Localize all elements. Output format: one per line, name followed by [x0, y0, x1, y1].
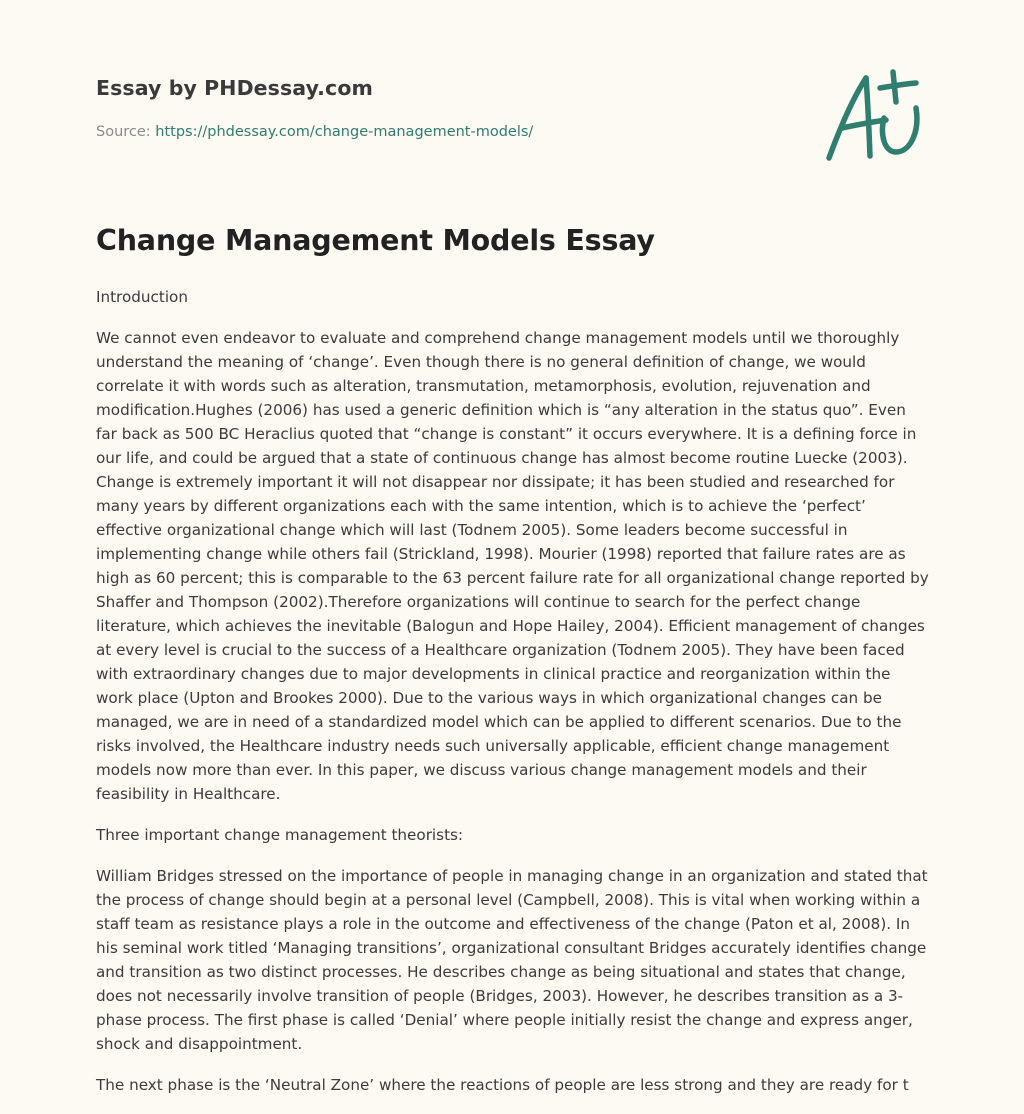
source-line [96, 124, 533, 140]
paragraph: William Bridges stressed on the importance of people in managing change in an organization and stated that the process of change should begin at a personal level (Campbell, 2008). This is vital when working within a staff team as resistance plays a role in the outcome and effectiveness of the change (Paton et al, 2008). In his seminal work titled ‘Managing transitions’, organizational consultant Bridges accurately identifies change and transition as two distinct processes. He describes change as being situational and states that change, does not necessarily involve transition of people (Bridges, 2003). However, he describes transition as a 3-phase process. The first phase is called ‘Denial’ where people initially resist the change and express anger, shock and disappointment. [96, 867, 928, 1053]
paragraph-heading: Three important change management theorists: [96, 826, 464, 844]
source-link[interactable]: https://phdessay.com/change-management-models/ [155, 124, 534, 140]
paragraph: We cannot even endeavor to evaluate and comprehend change management models until we thoroughly understand the meaning of ‘change’. Even though there is no general definition of change, we would correlate it with words such as alteration, transmutation, metamorphosis, evolution, rejuvenation and modification.Hughes (2006) has used a generic definition which is “any alteration in the status quo”. Even far back as 500 BC Heraclius quoted that “change is constant” it occurs everywhere. It is a defining force in our life, and could be argued that a state of continuous change has almost become routine Luecke (2003). Change is extremely important it will not disappear nor dissipate; it has been studied and researched for many years by different organizations each with the same intention, which is to achieve the ‘perfect’ effective organizational change which will last (Todnem 2005). Some leaders become successful in implementing change while others fail (Strickland, 1998). Mourier (1998) reported that failure rates are as high as 60 percent; this is comparable to the 63 percent failure rate for all organizational change reported by Shaffer and Thompson (2002).Therefore organizations will continue to search for the perfect change literature, which achieves the inevitable (Balogun and Hope Hailey, 2004). Efficient management of changes at every level is crucial to the success of a Healthcare organization (Todnem 2005). They have been faced with extraordinary changes due to major developments in clinical practice and reorganization within the work place (Upton and Brookes 2000). Due to the various ways in which organizational changes can be managed, we are in need of a standardized model which can be applied to different scenarios. Due to the risks involved, the Healthcare industry needs such universally applicable, efficient change management models now more than ever. In this paper, we discuss various change management models and their feasibility in Healthcare. [96, 329, 929, 803]
essay-body [96, 285, 930, 1114]
paragraph-introduction: Introduction [96, 288, 188, 306]
a-plus-icon [820, 68, 930, 164]
site-brand: Essay by PHDessay.com [96, 76, 373, 100]
source-label: Source: [96, 124, 151, 140]
essay-title: Change Management Models Essay [96, 224, 655, 257]
paragraph-truncated: The next phase is the ‘Neutral Zone’ where the reactions of people are less strong and they are ready for t [96, 1076, 909, 1094]
